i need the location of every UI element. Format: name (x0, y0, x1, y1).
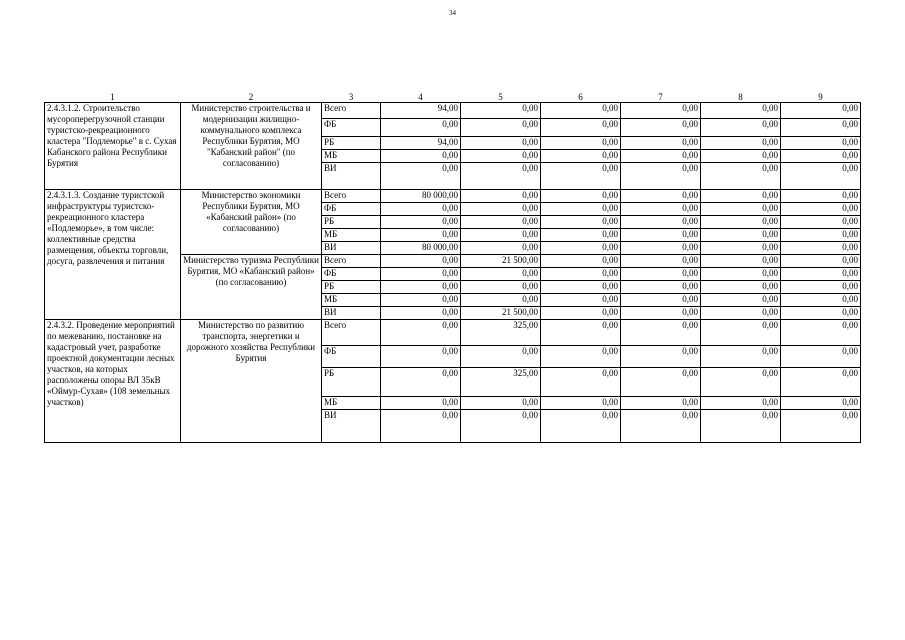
amount-cell: 0,00 (781, 203, 861, 216)
amount-cell: 0,00 (621, 307, 701, 320)
amount-cell: 0,00 (781, 268, 861, 281)
amount-cell: 0,00 (461, 163, 541, 190)
amount-cell: 0,00 (781, 229, 861, 242)
funding-source: Всего (322, 255, 381, 268)
amount-cell: 325,00 (461, 320, 541, 346)
amount-cell: 0,00 (621, 368, 701, 397)
amount-cell: 0,00 (381, 150, 461, 163)
amount-cell: 0,00 (541, 255, 621, 268)
executor-name: Министерство по развитию транспорта, энергетики и дорожного хозяйства Республики Бурятия (181, 320, 322, 443)
amount-cell: 0,00 (701, 255, 781, 268)
amount-cell: 0,00 (541, 320, 621, 346)
funding-source: Всего (322, 190, 381, 203)
amount-cell: 0,00 (781, 397, 861, 410)
amount-cell: 0,00 (701, 190, 781, 203)
funding-source: МБ (322, 229, 381, 242)
amount-cell: 0,00 (701, 281, 781, 294)
amount-cell: 94,00 (381, 137, 461, 150)
funding-source: ФБ (322, 268, 381, 281)
amount-cell: 0,00 (541, 294, 621, 307)
amount-cell: 0,00 (781, 281, 861, 294)
amount-cell: 0,00 (541, 397, 621, 410)
amount-cell: 0,00 (701, 137, 781, 150)
amount-cell: 0,00 (381, 255, 461, 268)
column-number: 8 (701, 93, 781, 103)
amount-cell: 0,00 (781, 320, 861, 346)
amount-cell: 0,00 (621, 190, 701, 203)
page-number: 34 (449, 9, 456, 17)
budget-table (44, 93, 861, 443)
amount-cell: 0,00 (381, 163, 461, 190)
funding-source: Всего (322, 103, 381, 119)
table-row (45, 190, 861, 203)
amount-cell: 0,00 (541, 346, 621, 368)
amount-cell: 0,00 (381, 119, 461, 137)
amount-cell: 0,00 (701, 397, 781, 410)
amount-cell: 21 500,00 (461, 307, 541, 320)
amount-cell: 0,00 (541, 242, 621, 255)
executor-name: Министерство экономики Республики Бурятия, МО «Кабанский район» (по согласованию) (181, 190, 322, 255)
amount-cell: 0,00 (701, 163, 781, 190)
funding-source: МБ (322, 397, 381, 410)
column-number: 7 (621, 93, 701, 103)
amount-cell: 0,00 (461, 137, 541, 150)
amount-cell: 0,00 (781, 163, 861, 190)
amount-cell: 0,00 (621, 320, 701, 346)
amount-cell: 0,00 (701, 229, 781, 242)
amount-cell: 0,00 (461, 203, 541, 216)
amount-cell: 0,00 (541, 368, 621, 397)
funding-source: ФБ (322, 203, 381, 216)
funding-source: ФБ (322, 346, 381, 368)
funding-source: Всего (322, 320, 381, 346)
amount-cell: 0,00 (461, 150, 541, 163)
amount-cell: 0,00 (621, 397, 701, 410)
amount-cell: 0,00 (381, 307, 461, 320)
amount-cell: 0,00 (701, 410, 781, 443)
amount-cell: 0,00 (701, 307, 781, 320)
funding-source: ВИ (322, 307, 381, 320)
table-row (45, 320, 861, 346)
executor-name: Министерство туризма Республики Бурятия, МО «Кабанский район» (по согласованию) (181, 255, 322, 320)
table-row (45, 103, 861, 119)
amount-cell: 0,00 (621, 255, 701, 268)
amount-cell: 0,00 (621, 229, 701, 242)
amount-cell: 0,00 (461, 103, 541, 119)
amount-cell: 0,00 (381, 294, 461, 307)
measure-name: 2.4.3.2. Проведение мероприятий по межеванию, постановке на кадастровый учет, разработке проектной документации лесных участков, на которых расположены опоры ВЛ 35кВ «Оймур-Сухая» (108 земельных участков) (45, 320, 181, 443)
amount-cell: 0,00 (781, 190, 861, 203)
amount-cell: 0,00 (381, 320, 461, 346)
amount-cell: 0,00 (621, 216, 701, 229)
amount-cell: 0,00 (701, 268, 781, 281)
amount-cell: 0,00 (541, 203, 621, 216)
amount-cell: 0,00 (381, 281, 461, 294)
amount-cell: 0,00 (701, 368, 781, 397)
amount-cell: 0,00 (541, 307, 621, 320)
amount-cell: 0,00 (381, 268, 461, 281)
column-number: 5 (461, 93, 541, 103)
amount-cell: 0,00 (701, 119, 781, 137)
amount-cell: 0,00 (781, 307, 861, 320)
amount-cell: 21 500,00 (461, 255, 541, 268)
column-number: 3 (322, 93, 381, 103)
measure-name: 2.4.3.1.2. Строительство мусороперегрузочной станции туристско-рекреационного кластера "Подлеморье" в с. Сухая Кабанского района Республики Бурятия (45, 103, 181, 190)
amount-cell: 325,00 (461, 368, 541, 397)
amount-cell: 94,00 (381, 103, 461, 119)
column-number: 6 (541, 93, 621, 103)
amount-cell: 0,00 (461, 242, 541, 255)
amount-cell: 0,00 (701, 294, 781, 307)
column-number: 1 (45, 93, 181, 103)
amount-cell: 0,00 (381, 216, 461, 229)
amount-cell: 0,00 (541, 103, 621, 119)
amount-cell: 0,00 (381, 410, 461, 443)
amount-cell: 0,00 (781, 242, 861, 255)
amount-cell: 0,00 (781, 103, 861, 119)
amount-cell: 0,00 (381, 229, 461, 242)
column-number-row (45, 93, 861, 103)
amount-cell: 0,00 (621, 119, 701, 137)
amount-cell: 0,00 (461, 119, 541, 137)
funding-source: РБ (322, 281, 381, 294)
amount-cell: 0,00 (621, 294, 701, 307)
amount-cell: 0,00 (781, 119, 861, 137)
amount-cell: 0,00 (461, 268, 541, 281)
funding-source: ВИ (322, 410, 381, 443)
executor-name: Министерство строительства и модернизации жилищно-коммунального комплекса Республики Бурятия, МО "Кабанский район" (по согласованию) (181, 103, 322, 190)
amount-cell: 0,00 (621, 150, 701, 163)
amount-cell: 0,00 (701, 103, 781, 119)
funding-source: ВИ (322, 163, 381, 190)
amount-cell: 0,00 (541, 229, 621, 242)
amount-cell: 0,00 (381, 203, 461, 216)
amount-cell: 0,00 (461, 229, 541, 242)
amount-cell: 0,00 (781, 410, 861, 443)
funding-source: МБ (322, 294, 381, 307)
amount-cell: 0,00 (621, 268, 701, 281)
measure-name: 2.4.3.1.3. Создание туристской инфраструктуры туристско-рекреационного кластера «Подлеморье», в том числе: коллективные средства размещения, объекты торговли, досуга, развлечения и питания (45, 190, 181, 320)
amount-cell: 0,00 (621, 137, 701, 150)
amount-cell: 0,00 (621, 281, 701, 294)
amount-cell: 0,00 (381, 346, 461, 368)
amount-cell: 0,00 (781, 346, 861, 368)
amount-cell: 0,00 (461, 281, 541, 294)
amount-cell: 0,00 (461, 410, 541, 443)
amount-cell: 0,00 (541, 150, 621, 163)
amount-cell: 0,00 (381, 368, 461, 397)
amount-cell: 0,00 (621, 103, 701, 119)
funding-source: РБ (322, 368, 381, 397)
amount-cell: 0,00 (461, 190, 541, 203)
amount-cell: 0,00 (781, 150, 861, 163)
column-number: 2 (181, 93, 322, 103)
amount-cell: 0,00 (541, 190, 621, 203)
amount-cell: 0,00 (541, 137, 621, 150)
amount-cell: 0,00 (541, 281, 621, 294)
amount-cell: 0,00 (381, 397, 461, 410)
amount-cell: 0,00 (461, 294, 541, 307)
funding-source: РБ (322, 216, 381, 229)
amount-cell: 0,00 (621, 346, 701, 368)
amount-cell: 0,00 (701, 242, 781, 255)
amount-cell: 0,00 (541, 216, 621, 229)
column-number: 9 (781, 93, 861, 103)
amount-cell: 0,00 (621, 410, 701, 443)
amount-cell: 0,00 (701, 216, 781, 229)
amount-cell: 0,00 (701, 346, 781, 368)
amount-cell: 0,00 (781, 137, 861, 150)
amount-cell: 0,00 (541, 410, 621, 443)
amount-cell: 80 000,00 (381, 242, 461, 255)
amount-cell: 0,00 (461, 346, 541, 368)
amount-cell: 0,00 (461, 397, 541, 410)
amount-cell: 0,00 (621, 242, 701, 255)
amount-cell: 0,00 (781, 255, 861, 268)
amount-cell: 0,00 (541, 163, 621, 190)
amount-cell: 0,00 (781, 216, 861, 229)
amount-cell: 0,00 (541, 119, 621, 137)
amount-cell: 0,00 (781, 294, 861, 307)
funding-source: ВИ (322, 242, 381, 255)
funding-source: ФБ (322, 119, 381, 137)
amount-cell: 0,00 (621, 203, 701, 216)
amount-cell: 0,00 (461, 216, 541, 229)
amount-cell: 0,00 (701, 320, 781, 346)
funding-source: МБ (322, 150, 381, 163)
amount-cell: 0,00 (541, 268, 621, 281)
column-number: 4 (381, 93, 461, 103)
amount-cell: 0,00 (701, 203, 781, 216)
funding-source: РБ (322, 137, 381, 150)
amount-cell: 0,00 (701, 150, 781, 163)
amount-cell: 0,00 (781, 368, 861, 397)
amount-cell: 80 000,00 (381, 190, 461, 203)
amount-cell: 0,00 (621, 163, 701, 190)
